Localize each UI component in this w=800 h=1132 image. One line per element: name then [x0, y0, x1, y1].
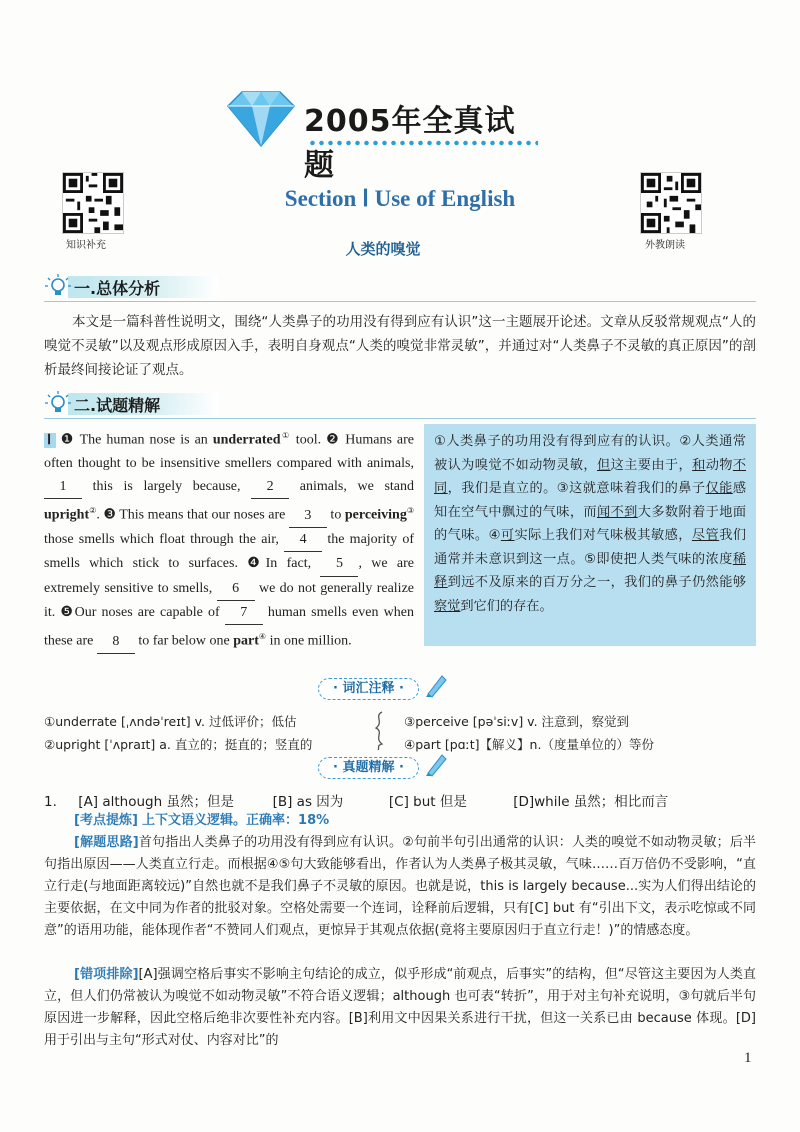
- passage-text: . ❸ This means that our noses are: [96, 507, 289, 523]
- passage-title: 人类的嗅觉: [345, 240, 421, 258]
- translation-keyword: 仅能: [705, 481, 733, 496]
- divider-swirl-icon: [372, 710, 386, 750]
- blank-6: 6: [217, 577, 255, 601]
- pen-icon: [424, 751, 448, 777]
- translation-keyword: 闻不到: [597, 504, 638, 520]
- option-c: [C] but 但是: [388, 794, 467, 810]
- divider: [44, 301, 756, 302]
- vocab-word: part: [233, 633, 259, 649]
- solution-text: 首句指出人类鼻子的功用没有得到应有认识。②句前半句引出通常的认识：人类的嗅觉不如动物灵敏；后半句指出原因——人类直立行走。而根据④⑤句大致能够看出，作者认为人类鼻子极其灵敏，气味……百万倍仍不受影响，“直立行走(与地面距离较远)”自然也就不是我们鼻子不灵敏的原因。也就是说，this is largely because...实为人们得出结论的主要依据，在文中同为作者的批驳对象。空格处需要一个连词，诠释前后逻辑，只有[C] but 有“引出下文，表示吃惊或不同意”的语用功能，能体现作者“不赞同人们观点，更惊异于其观点依据(竟将主要原因归于直立行走！)”的情感态度。: [44, 835, 756, 938]
- lightbulb-icon: [44, 390, 72, 418]
- blank-1: 1: [44, 475, 82, 499]
- footnote-marker: ④: [258, 631, 267, 641]
- lightbulb-icon: [44, 273, 72, 301]
- solution-paragraph: [44, 832, 756, 942]
- blank-3: 3: [289, 504, 327, 528]
- option-d: [D]while 虽然；相比而言: [513, 794, 669, 810]
- overview-paragraph: 本文是一篇科普性说明文，围绕“人类鼻子的功用没有得到应有认识”这一主题展开论述。文章从反驳常规观点“人的嗅觉不灵敏”以及观点形成原因入手，表明自身观点“人类的嗅觉非常灵敏”，并通过对“人类鼻子不灵敏的真正原因”的剖析最终间接论证了观点。: [44, 314, 756, 378]
- translation-text: 大多数附着于地面的气味。④: [434, 504, 747, 543]
- vocab-word: upright: [44, 507, 90, 523]
- passage-text: ❶ The human nose is an: [60, 432, 213, 448]
- tag-label: [考点提炼]: [74, 813, 138, 828]
- elimination-text: [A]强调空格后事实不影响主句结论的成立，似乎形成“前观点，后事实”的结构，但“尽管这主要因为人类直立，但人们仍常被认为嗅觉不如动物灵敏”不符合语义逻辑；although 也可表“转折”，用于对主句补充说明，③句就后半句原因进一步解释，因此空格后绝非次要性补充内容。[B]利用文中因果关系进行干扰，但这一关系已由 because 体现。[D]用于引出与主句“形式对仗、内容对比”的: [44, 967, 756, 1048]
- passage-text: in one million.: [266, 633, 352, 649]
- translation-keyword: 稀释: [434, 551, 746, 590]
- diamond-icon: [222, 88, 300, 150]
- divider: [44, 418, 756, 419]
- translation-text: 实际上我们对气味极其敏感，: [514, 528, 692, 543]
- vocab-entry: ②upright [ˈʌpraɪt] a. 直立的；挺直的；竖直的: [44, 737, 313, 752]
- exam-point: [74, 810, 756, 832]
- section-header-analysis: [44, 390, 178, 418]
- vocab-notes-header: · 词汇注释 ·: [318, 678, 419, 700]
- answers-header: · 真题精解 ·: [318, 757, 419, 779]
- chinese-translation-box: [424, 424, 756, 646]
- translation-text: 到远不及原来的百万分之一，我们的鼻子仍然能够: [447, 575, 747, 590]
- passage-text: tool. ❷ Humans are often thought to be insensitive smellers compared with animals,: [44, 432, 415, 471]
- vocab-entry: ④part [pɑːt]【解义】n.（度量单位的）等份: [404, 737, 654, 752]
- translation-keyword: 尽管: [691, 528, 720, 543]
- paragraph-marker: Ⅰ: [44, 433, 56, 448]
- passage-text: this is largely because,: [82, 479, 252, 495]
- blank-5: 5: [320, 552, 358, 576]
- english-passage: [44, 424, 414, 654]
- qr-label-reading: 外教朗读: [645, 240, 685, 251]
- passage-text: animals, we stand: [289, 479, 414, 495]
- passage-text: to: [326, 507, 345, 523]
- section-label: 二.试题精解: [74, 396, 161, 415]
- section-label: 一.总体分析: [74, 279, 161, 298]
- translation-text: ，我们是直立的。③这就意味着我们的鼻子: [447, 481, 706, 496]
- blank-4: 4: [284, 528, 322, 552]
- page-number: 1: [744, 1050, 752, 1066]
- title-banner: [222, 88, 542, 183]
- translation-text: 到它们的存在。: [460, 598, 553, 614]
- vocab-word: perceiving: [344, 507, 407, 523]
- translation-text: 感知在空气中飘过的气味，而: [434, 481, 747, 520]
- tag-label: [解题思路]: [74, 835, 139, 850]
- blank-8: 8: [97, 630, 135, 654]
- footnote-marker: ①: [280, 431, 291, 440]
- passage-text: , we are extremely sensitive to smells,: [44, 556, 414, 596]
- blank-7: 7: [225, 601, 263, 625]
- pen-icon: [424, 672, 448, 698]
- question-number: 1.: [44, 794, 57, 810]
- translation-text: ①人类鼻子的功用没有得到应有的认识。②人类通常被认为嗅觉不如动物灵敏，: [434, 434, 746, 473]
- blank-2: 2: [251, 475, 289, 499]
- translation-text: 我们通常并未意识到这一点。⑤即使把人类气味的浓度: [434, 528, 747, 567]
- vocab-word: underrated: [212, 432, 281, 448]
- title-dots-divider: [308, 140, 538, 146]
- page-title: 2005年全真试题: [304, 104, 516, 183]
- footnote-marker: ③: [406, 506, 415, 516]
- translation-keyword: 不同: [434, 457, 747, 496]
- translation-keyword: 但: [597, 457, 611, 473]
- qr-label-knowledge: 知识补充: [66, 240, 106, 251]
- tag-label: [错项排除]: [74, 967, 139, 982]
- translation-keyword: 和: [692, 457, 706, 473]
- translation-text: 动物: [705, 457, 733, 473]
- translation-keyword: 可: [500, 528, 515, 543]
- passage-text: to far below one: [134, 633, 234, 649]
- vocab-entry: ③perceive [pəˈsiːv] v. 注意到，察觉到: [404, 714, 630, 729]
- footnote-marker: ②: [89, 506, 97, 516]
- elimination-paragraph: [44, 964, 756, 1052]
- translation-keyword: 察觉: [434, 598, 461, 614]
- translation-text: 这主要由于，: [610, 457, 693, 473]
- section-header-overview: [44, 273, 178, 301]
- option-b: [B] as 因为: [272, 794, 344, 810]
- passage-text: those smells which float through the air,: [44, 532, 285, 548]
- passage-text: we do not generally realize it. ❺Our noses are capable of: [44, 580, 415, 620]
- passage-text: human smells even when these are: [44, 604, 414, 649]
- question-1-options: [44, 790, 668, 810]
- vocab-entry: ①underrate [ˌʌndəˈreɪt] v. 过低评价；低估: [44, 714, 297, 729]
- passage-text: the majority of smells which stick to surfaces. ❹In fact,: [44, 532, 414, 572]
- exam-point-text: 上下文语义逻辑。正确率：18%: [142, 813, 330, 828]
- option-a: [A] although 虽然；但是: [78, 794, 234, 810]
- section-title: Section Ⅰ Use of English: [284, 186, 516, 211]
